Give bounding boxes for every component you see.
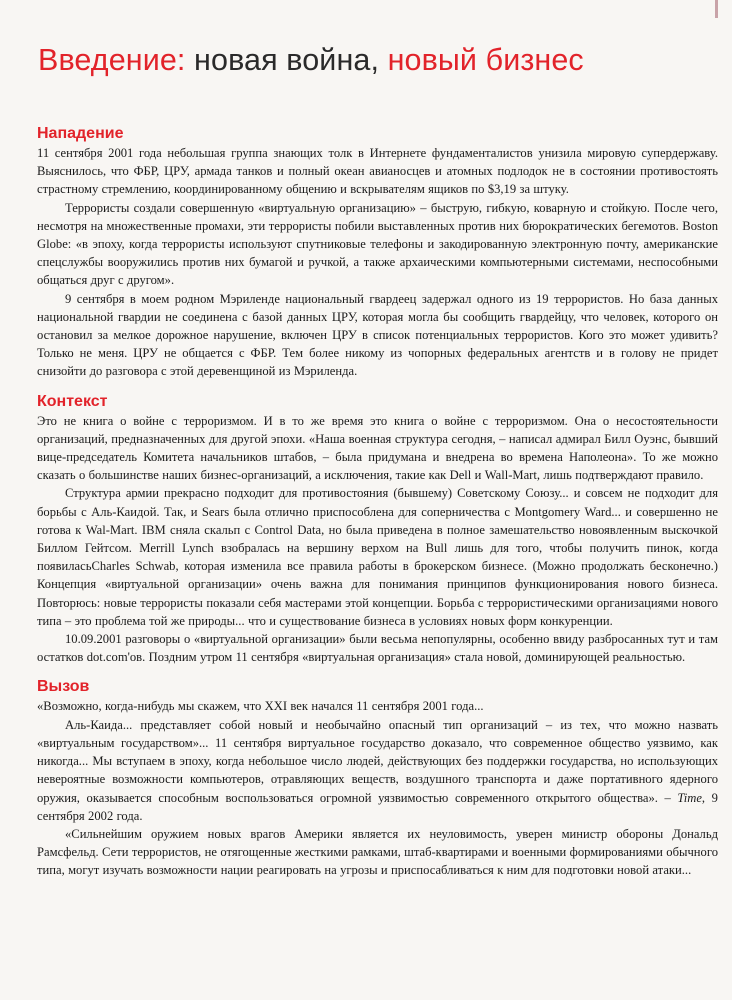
corner-mark: [715, 0, 718, 18]
paragraph: 11 сентября 2001 года небольшая группа знающих толк в Интернете фундаменталистов унизила мировую супердержаву. Выяснилось, что ФБР, ЦРУ, армада танков и полный океан авианосцев и атомных подлодок не в состоянии противостоять страстному стремлению, координированному общению и вскрывателям ящиков по $3,19 за штуку.: [37, 146, 718, 197]
quote-paragraph: «Возможно, когда-нибудь мы скажем, что XXI век начался 11 сентября 2001 года...: [37, 699, 484, 714]
section-challenge: [37, 676, 718, 879]
title-part-intro: Введение:: [38, 43, 186, 77]
section-attack: [37, 123, 718, 381]
quote-text: Аль-Каида... представляет собой новый и необычайно опасный тип организаций – из тех, что можно назвать «виртуальным государством»... 11 сентября виртуальное государство доказало, что современное общество уязвимо, как никогда... Мы вступаем в эпоху, когда небольшое число людей, действующих без поддержки государства, но использующих невероятные возможности компьютеров, отравляющих веществ, воздушного транспорта и даже портативного ядерного оружия, оказывается способным воспользоваться огромной уязвимостью современного открытого общества». –: [37, 717, 718, 805]
title-part-business: новый бизнес: [387, 43, 584, 77]
citation-date: , 9 сентября 2002 года.: [37, 790, 718, 823]
paragraph: Это не книга о войне с терроризмом. И в то же время это книга о войне с терроризмом. Она о несостоятельности организаций, предназначенных для другой эпохи. «Наша военная структура сегодня, – написал адмирал Билл Оуэнс, бывший вице-председатель Комитета начальников штабов, – была придумана и внедрена во времена Наполеона». То же можно сказать о большинстве наших бизнес-организаций, а исключения, такие как Dell и Wall-Mart, лишь подтверждают правило.: [37, 413, 718, 483]
citation-source: Time: [677, 790, 702, 805]
title-part-war: новая война,: [185, 43, 388, 77]
paragraph: Структура армии прекрасно подходит для противостояния (бывшему) Советскому Союзу... и совсем не подходит для борьбы с Аль-Каидой. Так, и Sears была отлично приспособлена для соперничества с Montgomery Ward... и совершенно не готова к Wal-Mart. IBM сняла скальп с Control Data, но была приведена в полное замешательство новоявленным выскочкой Биллом Гейтсом. Merrill Lynch взобралась на вершину верхом на Bull лишь для того, чтобы получить пинок, когда появиласьCharles Schwab, которая изменила все правила работы в брокерском бизнесе. (Можно продолжать бесконечно.) Концепция «виртуальной организации» очень важна для понимания принципов функционирования нового бизнеса. Повторюсь: новые террористы показали себя мастерами этой концепции. Борьба с террористическими организациями нового типа – это проблема той же природы... что и существование бизнеса в условиях новых форм конкуренции.: [37, 486, 718, 628]
section-heading: Нападение: [37, 125, 124, 142]
section-context: [37, 391, 718, 667]
page-title: [38, 40, 584, 80]
section-heading: Контекст: [37, 392, 108, 410]
main-content: [37, 123, 718, 890]
quote-paragraph: «Сильнейшим оружием новых врагов Америки является их неуловимость, уверен министр обороны Дональд Рамсфельд. Сети террористов, не отягощенные жесткими рамками, штаб-квартирами и военными формированиями обычного типа, могут изучать возможности нации реагировать на угрозы и приспосабливаться к ним для подготовки новой атаки...: [37, 826, 718, 878]
paragraph: 9 сентября в моем родном Мэриленде национальный гвардеец задержал одного из 19 террористов. Но база данных национальной гвардии не соединена с базой данных ЦРУ, которая могла бы сообщить гвардейцу, что человек, которого он остановил за мелкое дорожное нарушение, включен ЦРУ в список потенциальных террористов. Кого это может удивить? Только не меня. ЦРУ не общается с ФБР. Тем более никому из чопорных федеральных агентств и в голову не придет снизойти до разговора с этой деревенщиной из Мэриленда.: [37, 291, 718, 379]
quote-paragraph: [37, 716, 718, 825]
section-heading: Вызов: [37, 678, 90, 696]
paragraph: 10.09.2001 разговоры о «виртуальной организации» были весьма непопулярны, особенно ввиду разбросанных тут и там остатков dot.com'ов. Поздним утром 11 сентября «виртуальная организация» стала новой, доминирующей реальностью.: [37, 632, 718, 665]
paragraph: Террористы создали совершенную «виртуальную организацию» – быструю, гибкую, коварную и стойкую. После чего, несмотря на множественные промахи, эти террористы побили выставленных против них бюрократических бегемотов. Boston Globe: «в эпоху, когда террористы используют спутниковые телефоны и закодированную электронную почту, американские спецслужбы вооружились против них бумагой и ручкой, а также архаическими компьютерными системами, неспособными общаться друг с другом».: [37, 200, 718, 288]
